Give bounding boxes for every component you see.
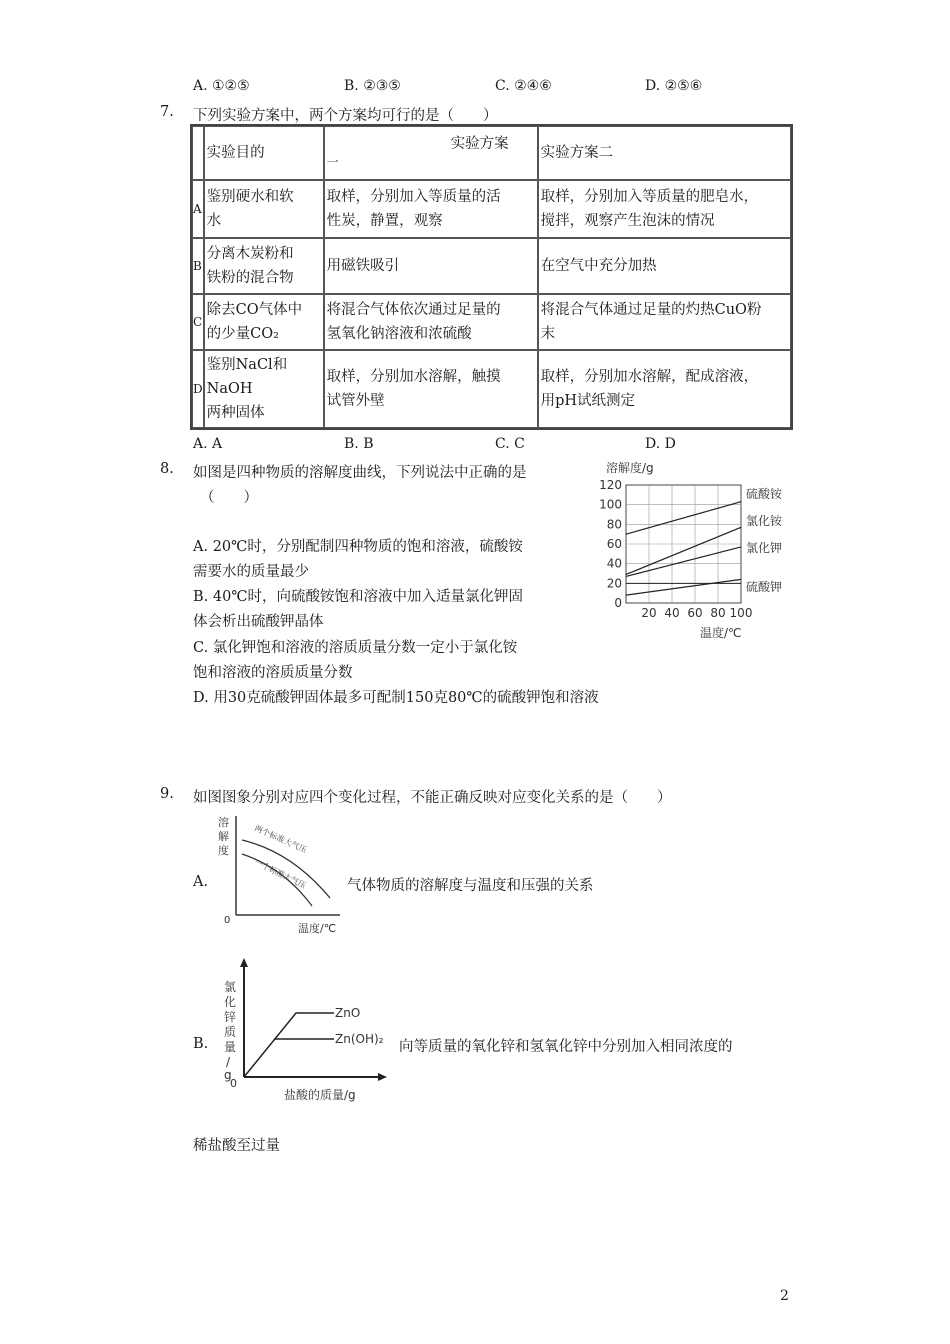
chart-y-ticks [599,478,622,610]
chart-series-label: 硫酸铵 [746,487,783,501]
chart-series-line [626,502,741,534]
chart-series-label: 硫酸钾 [746,580,783,594]
q8-option-c-line1: C. 氯化钾饱和溶液的溶质质量分数一定小于氯化铵 [193,640,518,656]
graph-b-ylabel-4: 质 [224,1025,237,1039]
graph-a-ylabel-2: 解 [218,830,229,843]
row-purpose: 鉴别硬水和软 水 [204,180,324,238]
chart-y-tick-label: 20 [606,576,622,591]
chart-series-label: 氯化铵 [746,514,783,528]
q7-number: 7. [160,104,174,120]
graph-b-ylabel-5: 量 [224,1040,237,1054]
row-plan2: 取样，分别加水溶解，配成溶液， 用pH试纸测定 [538,350,791,428]
chart-series-label: 氯化钾 [746,541,783,555]
q7-option-b: B. B [344,436,374,452]
chart-y-tick-label: 0 [614,596,622,610]
graph-b-x-arrow [378,1073,387,1081]
q9-b-text: 向等质量的氧化锌和氢氧化锌中分别加入相同浓度的 [399,1039,733,1055]
q8-option-d: D. 用30克硫酸钾固体最多可配制150克80℃的硫酸钾饱和溶液 [193,690,599,706]
q8-option-a-line1: A. 20℃时，分别配制四种物质的饱和溶液，硫酸铵 [193,539,523,555]
graph-b-ylabel-2: 化 [224,995,237,1009]
graph-b-origin: 0 [230,1077,237,1090]
row-plan1: 取样，分别加入等质量的活 性炭，静置，观察 [324,180,538,238]
q8-option-a-line2: 需要水的质量最少 [193,564,309,580]
graph-b-ylabel-6: / [226,1055,231,1069]
graph-a-ylabel-3: 度 [218,844,229,857]
chart-y-tick-label: 80 [606,517,622,532]
q6-option-a: A. ①②⑤ [193,78,250,94]
q9-number: 9. [160,786,174,802]
page-number: 2 [780,1288,789,1304]
chart-legend [746,486,783,594]
table-row [192,350,791,428]
q7-option-d: D. D [645,436,676,452]
graph-a-origin: 0 [224,915,231,926]
q7-option-c: C. C [495,436,525,452]
row-plan1: 用磁铁吸引 [324,238,538,294]
header-plan1: 实验方案 一 [324,126,538,180]
row-label: B [192,238,204,294]
graph-a-curve-upper-label: 两个标准大气压 [253,823,309,855]
chart-y-tick-label: 40 [606,556,622,571]
graph-a-ylabel-1: 溶 [218,816,229,829]
row-purpose: 鉴别NaCl和 NaOH 两种固体 [204,350,324,428]
chart-y-tick-label: 120 [599,478,622,492]
q9-a-label: A. [193,874,209,890]
chart-y-tick-label: 100 [599,497,622,512]
graph-b-y-arrow [240,958,248,967]
row-plan2: 在空气中充分加热 [538,238,791,294]
q8-option-b-line1: B. 40℃时，向硫酸铵饱和溶液中加入适量氯化钾固 [193,589,524,605]
chart-y-tick-label: 60 [606,537,622,551]
row-plan1: 将混合气体依次通过足量的 氢氧化钠溶液和浓硫酸 [324,294,538,350]
graph-a-curve-lower-label: 一个标准大气压 [253,857,308,891]
row-label: C [192,294,204,350]
row-label: A [192,180,204,238]
q9-b-text-cont: 稀盐酸至过量 [193,1138,280,1154]
q9-b-label: B. [193,1036,209,1052]
q8-stem-line2: （ ） [200,490,258,506]
row-plan2: 将混合气体通过足量的灼热CuO粉 末 [538,294,791,350]
chart-x-tick-label: 80 [710,606,726,620]
q6-option-c: C. ②④⑥ [495,78,552,94]
table-header-row [192,126,791,180]
q7-option-a: A. A [193,436,223,452]
zinc-chloride-graph [212,955,397,1105]
q8-option-c-line2: 饱和溶液的溶质质量分数 [193,665,353,681]
graph-b-curve-zno-label: ZnO [335,1006,361,1020]
q8-stem-line1: 如图是四种物质的溶解度曲线，下列说法中正确的是 [193,465,527,481]
chart-x-tick-label: 60 [687,606,703,620]
q8-number: 8. [160,461,174,477]
header-purpose: 实验目的 [204,126,324,180]
graph-b-xlabel: 盐酸的质量/g [284,1088,356,1102]
graph-b-ylabel-1: 氯 [224,980,237,994]
graph-a-xlabel: 温度/℃ [298,922,337,935]
chart-series-line [626,579,741,595]
row-plan2: 取样，分别加入等质量的肥皂水， 搅拌，观察产生泡沫的情况 [538,180,791,238]
chart-x-ticks [641,606,752,620]
row-purpose: 分离木炭粉和 铁粉的混合物 [204,238,324,294]
row-purpose: 除去CO气体中 的少量CO₂ [204,294,324,350]
q9-stem: 如图图象分别对应四个变化过程，不能正确反映对应变化关系的是（ ） [193,790,672,806]
chart-series [626,502,741,595]
table-row [192,294,791,350]
q9-a-text: 气体物质的溶解度与温度和压强的关系 [347,878,594,894]
table-row [192,180,791,238]
chart-grid [626,485,741,603]
graph-b-ylabel-7: g [224,1068,232,1082]
chart-y-label: 溶解度/g [606,461,654,475]
chart-x-label: 温度/℃ [700,626,742,640]
chart-x-tick-label: 100 [729,606,753,620]
chart-x-tick-label: 20 [641,606,657,620]
q6-option-d: D. ②⑤⑥ [645,78,703,94]
graph-b-ylabel-3: 锌 [224,1010,237,1024]
graph-b-curve-znoh-label: Zn(OH)₂ [335,1032,384,1046]
chart-x-tick-label: 40 [664,606,680,620]
graph-a-curve-upper [242,840,330,898]
header-plan2: 实验方案二 [538,126,791,180]
row-label: D [192,350,204,428]
q6-option-b: B. ②③⑤ [344,78,401,94]
solubility-chart [596,458,796,643]
table-row [192,238,791,294]
experiment-table [190,124,793,430]
row-plan1: 取样，分别加水溶解，触摸 试管外壁 [324,350,538,428]
gas-solubility-graph [212,812,342,937]
graph-b-curve-zno [244,1013,334,1077]
q7-stem: 下列实验方案中，两个方案均可行的是（ ） [193,108,498,124]
q8-option-b-line2: 体会析出硫酸钾晶体 [193,614,324,630]
